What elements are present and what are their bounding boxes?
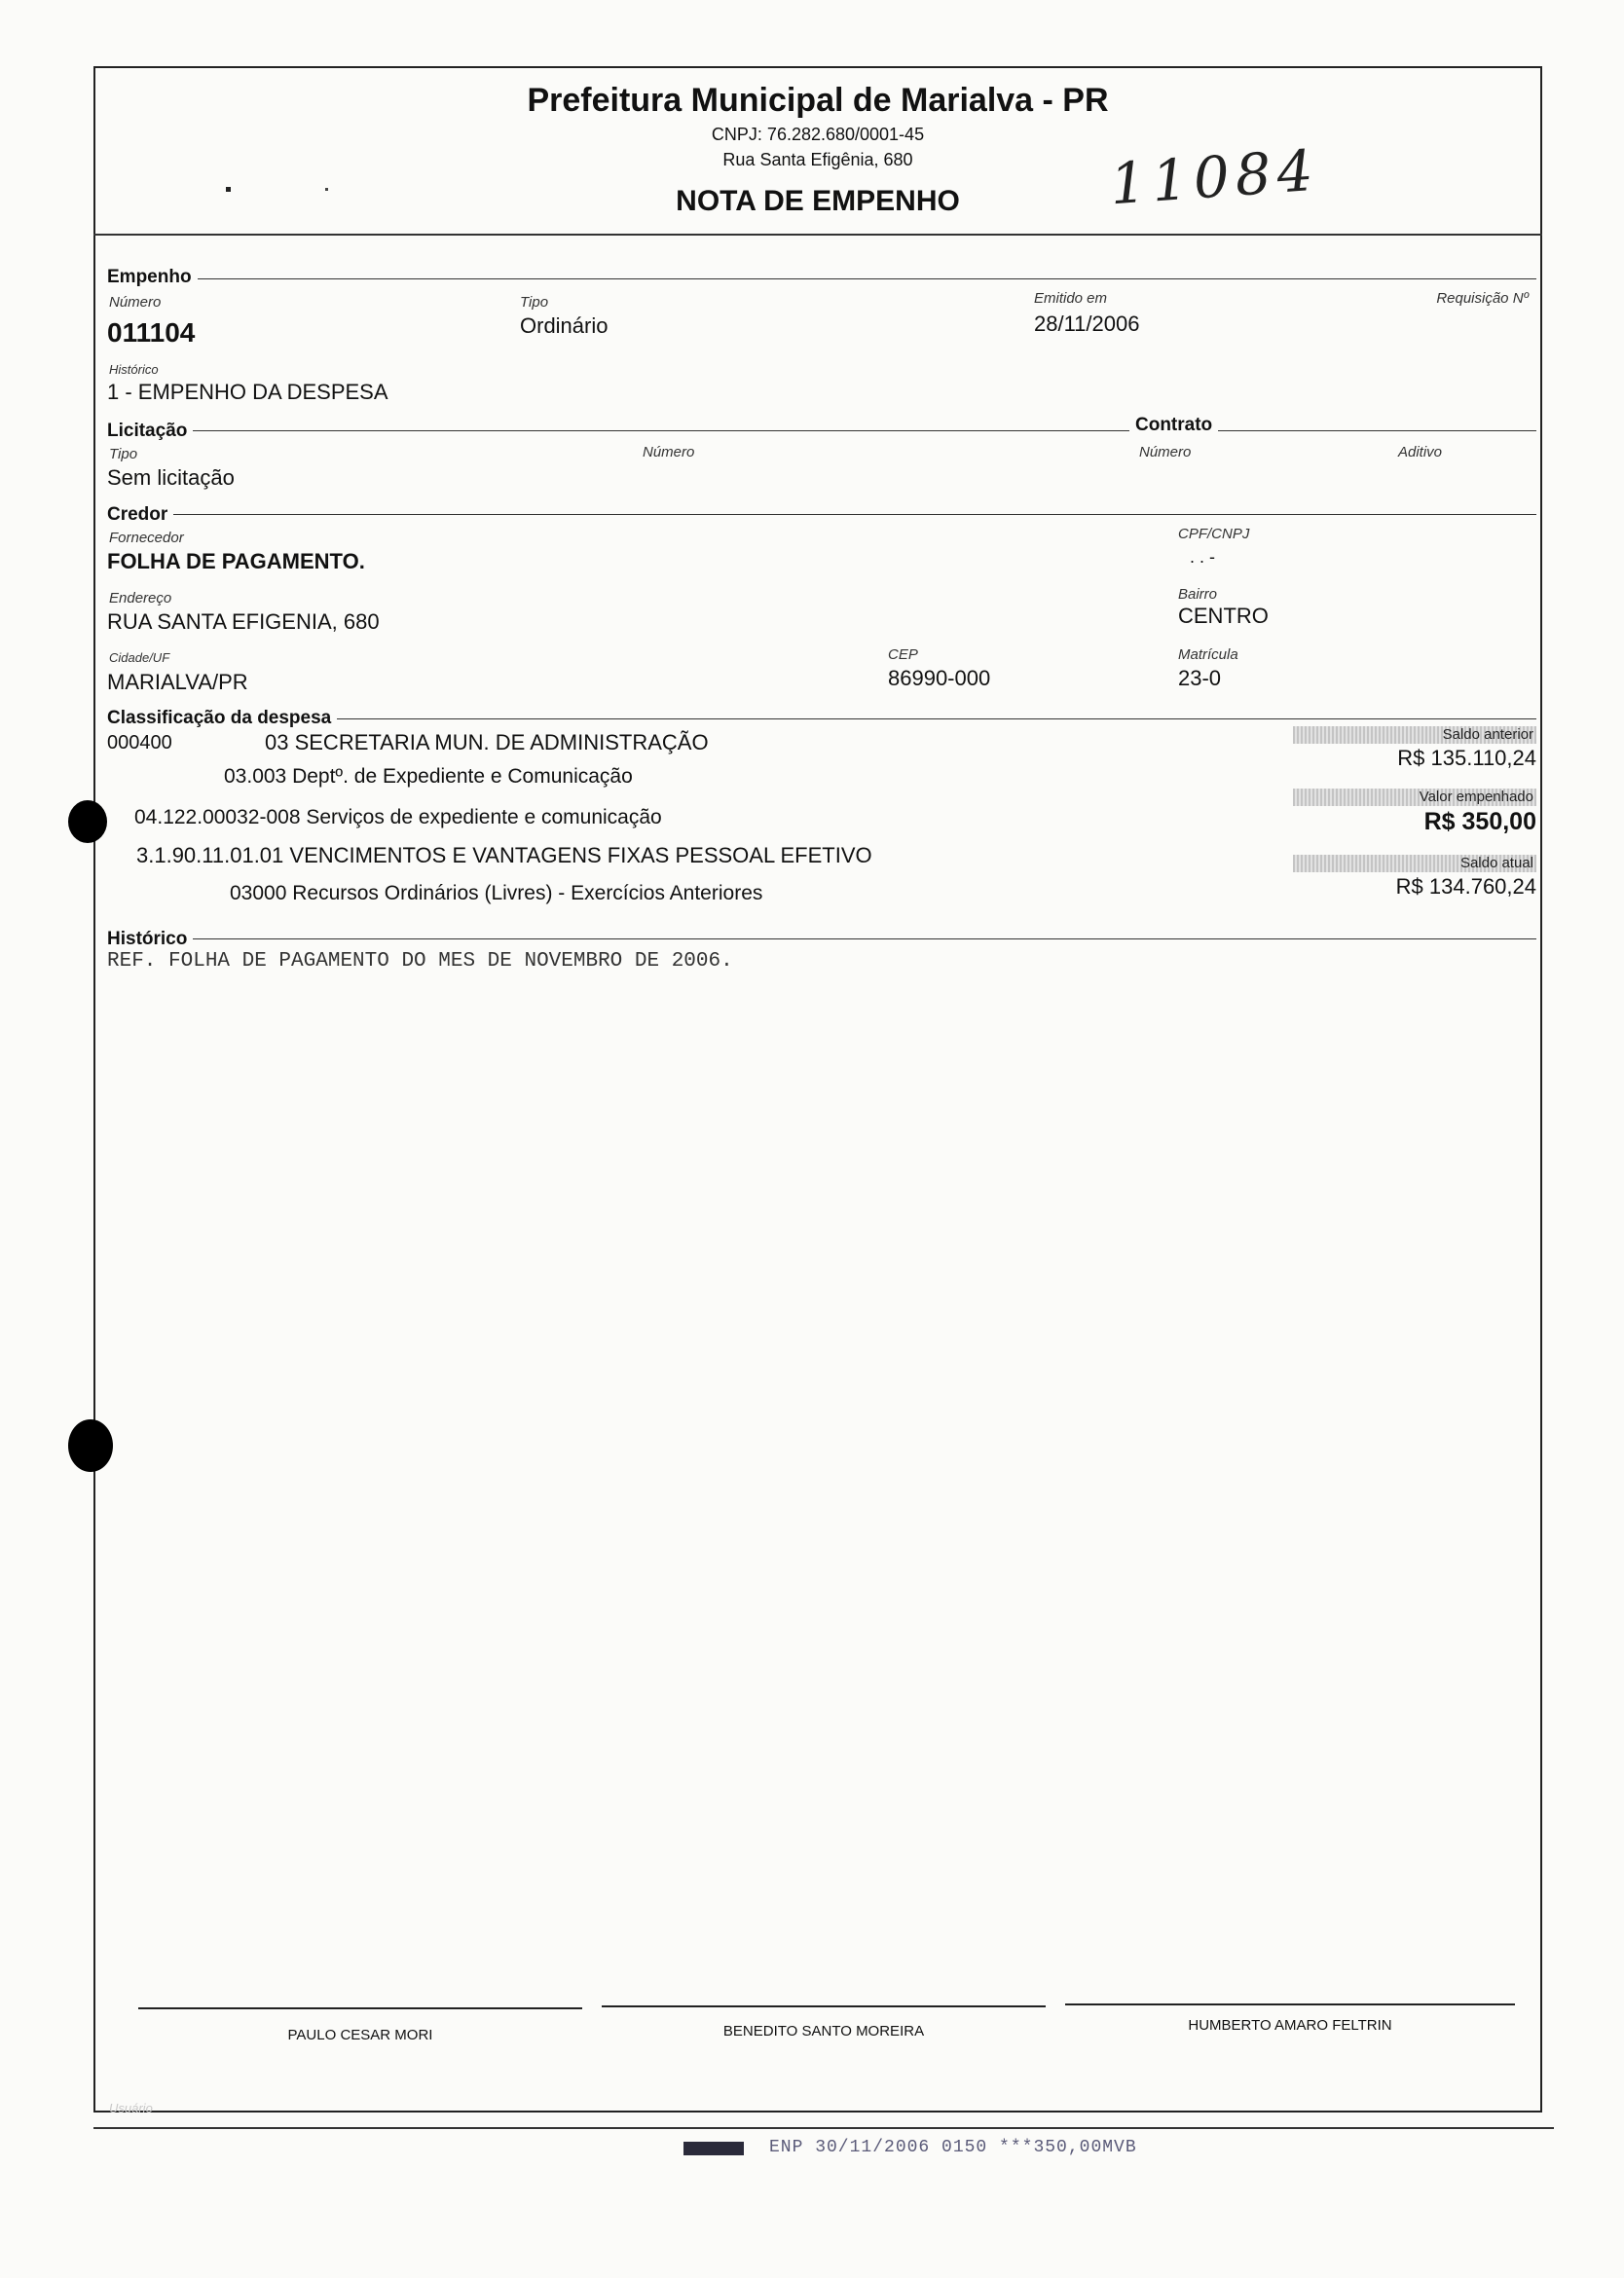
saldo-anterior-value: R$ 135.110,24 [1397,746,1536,770]
licitacao-rule [107,430,1536,431]
fornecedor-value: FOLHA DE PAGAMENTO. [107,549,365,573]
signature-line [1065,2003,1515,2005]
licitacao-heading: Licitação [107,421,193,442]
saldo-atual-value: R$ 134.760,24 [1395,874,1536,899]
licitacao-numero-label: Número [643,444,695,460]
emitido-label: Emitido em [1034,290,1108,307]
cidade-label: Cidade/UF [109,650,170,665]
signature-line [602,2005,1046,2007]
historico-label: Histórico [109,362,159,377]
fornecedor-label: Fornecedor [109,530,184,546]
cpf-value: . . - [1190,547,1215,567]
classificacao-line: 03.003 Deptº. de Expediente e Comunicação [224,765,633,788]
matricula-label: Matrícula [1178,646,1238,663]
valor-empenhado-value: R$ 350,00 [1423,808,1536,835]
cep-label: CEP [888,646,918,663]
speck-mark [226,187,231,192]
saldo-atual-label: Saldo atual [1293,855,1536,872]
requisicao-label: Requisição Nº [1436,290,1529,307]
hole-punch-mark [68,1419,113,1472]
signature-name: PAULO CESAR MORI [287,2027,433,2043]
faint-user-label: Usuário [109,2101,153,2115]
bairro-label: Bairro [1178,586,1218,603]
hole-punch-mark [68,800,107,843]
tipo-label: Tipo [520,294,549,311]
cnpj-text: CNPJ: 76.282.680/0001-45 [711,125,925,144]
header-divider [93,234,1542,236]
empenho-rule [107,278,1536,279]
signature-name: BENEDITO SANTO MOREIRA [722,2023,925,2039]
historico-text: REF. FOLHA DE PAGAMENTO DO MES DE NOVEMBRO DE 2006. [107,950,733,973]
classificacao-line: 3.1.90.11.01.01 VENCIMENTOS E VANTAGENS FIXAS PESSOAL EFETIVO [136,843,872,867]
classificacao-line: 03000 Recursos Ordinários (Livres) - Exercícios Anteriores [230,882,763,904]
classificacao-heading: Classificação da despesa [107,708,337,729]
classificacao-line: 03 SECRETARIA MUN. DE ADMINISTRAÇÃO [265,730,709,754]
historico-heading: Histórico [107,929,193,950]
speck-mark [325,188,328,191]
credor-heading: Credor [107,504,173,526]
empenho-historico: 1 - EMPENHO DA DESPESA [107,380,388,404]
footer-stamp: ENP 30/11/2006 0150 ***350,00MVB [769,2138,1137,2157]
licitacao-tipo-label: Tipo [109,446,138,462]
saldo-anterior-label: Saldo anterior [1293,726,1536,744]
credor-rule [107,514,1536,515]
cep-value: 86990-000 [888,666,991,690]
numero-label: Número [109,294,162,311]
stamp-logo-icon [683,2142,744,2155]
document-type: NOTA DE EMPENHO [676,185,960,217]
licitacao-tipo: Sem licitação [107,465,235,490]
valor-empenhado-label: Valor empenhado [1293,789,1536,806]
historico-rule [107,938,1536,939]
handwritten-number: 11084 [1107,136,1321,218]
bairro-value: CENTRO [1178,604,1269,628]
document-frame [93,66,1542,2113]
aditivo-label: Aditivo [1398,444,1443,460]
page-title: Prefeitura Municipal de Marialva - PR [527,82,1109,119]
endereco-value: RUA SANTA EFIGENIA, 680 [107,609,380,634]
classificacao-line: 000400 [107,732,172,753]
signature-name: HUMBERTO AMARO FELTRIN [1188,2017,1392,2034]
emitido-date: 28/11/2006 [1034,312,1140,336]
contrato-numero-label: Número [1139,444,1192,460]
empenho-number: 011104 [107,317,196,348]
address-text: Rua Santa Efigênia, 680 [722,150,913,169]
empenho-heading: Empenho [107,267,198,288]
empenho-tipo: Ordinário [520,313,609,338]
bottom-divider [93,2127,1554,2129]
classificacao-line: 04.122.00032-008 Serviços de expediente e comunicação [134,806,662,828]
matricula-value: 23-0 [1178,666,1222,690]
cpf-label: CPF/CNPJ [1178,526,1250,542]
signature-line [138,2007,582,2009]
cidade-value: MARIALVA/PR [107,670,248,694]
contrato-heading: Contrato [1129,415,1218,436]
endereco-label: Endereço [109,590,172,606]
